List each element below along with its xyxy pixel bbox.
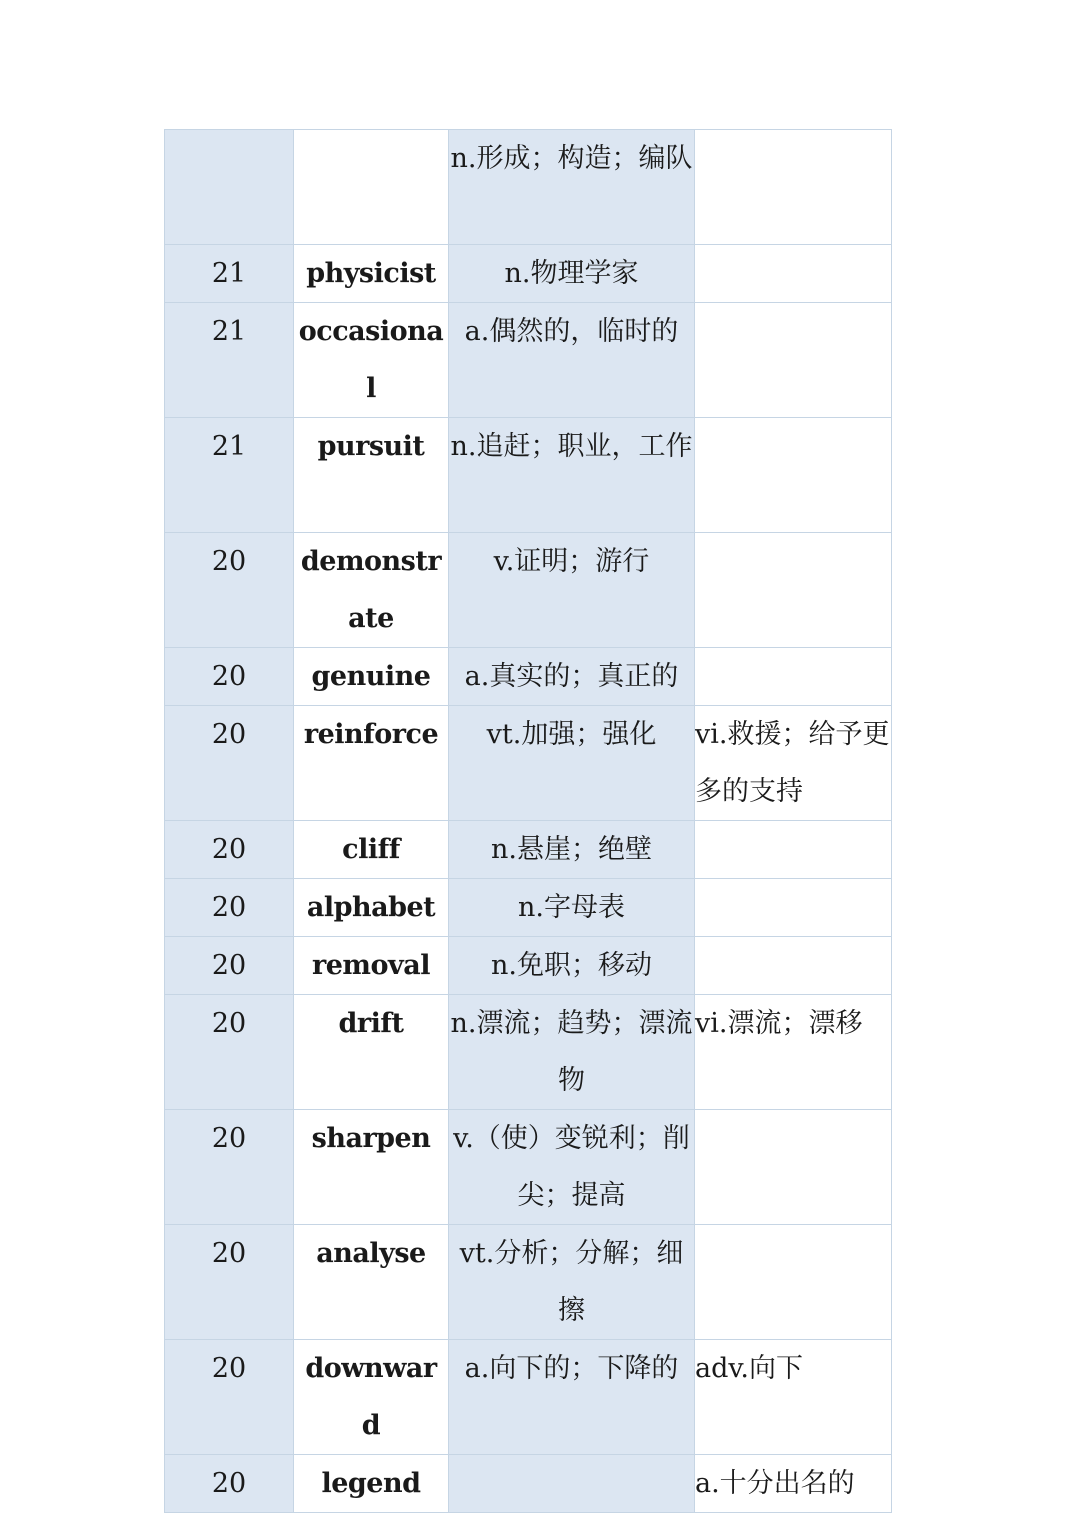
table-row: [165, 130, 892, 245]
word-cell-text: legend: [321, 1468, 421, 1499]
frequency-cell: [165, 995, 294, 1110]
word-cell-text: demonstrate: [300, 546, 442, 634]
word-cell: [294, 879, 449, 937]
extra-definition-cell: [695, 821, 892, 879]
definition-cell-text: vt.分析；分解；细擦: [459, 1238, 684, 1326]
frequency-cell-text: 20: [211, 719, 247, 750]
table-row: [165, 1225, 892, 1340]
frequency-cell: [165, 245, 294, 303]
definition-cell-text: n.追赶；职业，工作: [450, 431, 693, 462]
extra-definition-cell: [695, 245, 892, 303]
definition-cell-text: n.物理学家: [504, 258, 639, 289]
frequency-cell: [165, 937, 294, 995]
definition-cell: [449, 418, 695, 533]
definition-cell-text: n.形成；构造；编队: [450, 143, 693, 174]
vocabulary-table-body: [165, 130, 892, 1513]
word-cell-text: downward: [305, 1353, 437, 1441]
definition-cell-text: a.偶然的，临时的: [464, 316, 679, 347]
extra-definition-cell: [695, 533, 892, 648]
word-cell: [294, 418, 449, 533]
extra-definition-cell-text: vi.漂流；漂移: [695, 1008, 863, 1039]
definition-cell-text: n.悬崖；绝壁: [491, 834, 652, 865]
frequency-cell-text: 20: [211, 1353, 247, 1384]
frequency-cell-text: 20: [211, 1238, 247, 1269]
word-cell: [294, 1340, 449, 1455]
frequency-cell: [165, 1225, 294, 1340]
extra-definition-cell-text: a.十分出名的: [695, 1468, 855, 1499]
definition-cell-text: n.字母表: [518, 892, 625, 923]
definition-cell: [449, 245, 695, 303]
word-cell: [294, 1455, 449, 1513]
table-row: [165, 1340, 892, 1455]
frequency-cell: [165, 1110, 294, 1225]
word-cell-text: drift: [338, 1008, 404, 1039]
frequency-cell: [165, 533, 294, 648]
definition-cell: [449, 303, 695, 418]
table-row: [165, 879, 892, 937]
table-row: [165, 995, 892, 1110]
word-cell: [294, 1225, 449, 1340]
frequency-cell: [165, 706, 294, 821]
extra-definition-cell: [695, 418, 892, 533]
extra-definition-cell: [695, 1110, 892, 1225]
definition-cell-text: a.真实的；真正的: [464, 661, 679, 692]
definition-cell: [449, 995, 695, 1110]
extra-definition-cell: [695, 1340, 892, 1455]
table-row: [165, 533, 892, 648]
frequency-cell-text: 20: [211, 1468, 247, 1499]
definition-cell-text: n.漂流；趋势；漂流物: [450, 1008, 693, 1096]
frequency-cell: [165, 1455, 294, 1513]
definition-cell: [449, 1110, 695, 1225]
definition-cell: [449, 130, 695, 245]
frequency-cell-text: 21: [211, 258, 247, 289]
frequency-cell-text: 20: [211, 546, 247, 577]
word-cell-text: physicist: [306, 258, 436, 289]
definition-cell-text: v.证明；游行: [493, 546, 650, 577]
definition-cell-text: v.（使）变锐利；削尖；提高: [453, 1123, 690, 1211]
table-row: [165, 821, 892, 879]
word-cell: [294, 706, 449, 821]
word-cell-text: genuine: [311, 661, 431, 692]
word-cell-text: cliff: [342, 834, 400, 865]
table-row: [165, 937, 892, 995]
extra-definition-cell: [695, 879, 892, 937]
word-cell: [294, 245, 449, 303]
word-cell-text: alphabet: [306, 892, 436, 923]
table-row: [165, 706, 892, 821]
table-row: [165, 418, 892, 533]
frequency-cell: [165, 418, 294, 533]
word-cell: [294, 648, 449, 706]
frequency-cell-text: 20: [211, 892, 247, 923]
extra-definition-cell: [695, 1455, 892, 1513]
definition-cell-text: n.免职；移动: [491, 950, 652, 981]
frequency-cell: [165, 821, 294, 879]
definition-cell: [449, 937, 695, 995]
extra-definition-cell: [695, 995, 892, 1110]
table-row: [165, 303, 892, 418]
word-cell-text: pursuit: [317, 431, 425, 462]
definition-cell: [449, 879, 695, 937]
table-row: [165, 245, 892, 303]
table-row: [165, 1455, 892, 1513]
definition-cell: [449, 1455, 695, 1513]
word-cell-text: analyse: [316, 1238, 426, 1269]
frequency-cell: [165, 648, 294, 706]
frequency-cell: [165, 303, 294, 418]
definition-cell: [449, 706, 695, 821]
frequency-cell-text: 20: [211, 1123, 247, 1154]
vocabulary-table: [164, 129, 892, 1513]
word-cell: [294, 130, 449, 245]
extra-definition-cell: [695, 648, 892, 706]
extra-definition-cell: [695, 937, 892, 995]
frequency-cell: [165, 130, 294, 245]
word-cell: [294, 533, 449, 648]
frequency-cell-text: 20: [211, 661, 247, 692]
table-row: [165, 1110, 892, 1225]
frequency-cell-text: 20: [211, 950, 247, 981]
word-cell-text: reinforce: [303, 719, 439, 750]
frequency-cell-text: 20: [211, 1008, 247, 1039]
word-cell-text: removal: [312, 950, 430, 981]
extra-definition-cell-text: vi.救援；给予更多的支持: [695, 719, 890, 807]
definition-cell: [449, 648, 695, 706]
word-cell: [294, 821, 449, 879]
extra-definition-cell: [695, 1225, 892, 1340]
word-cell-text: occasional: [298, 316, 444, 404]
definition-cell: [449, 533, 695, 648]
extra-definition-cell: [695, 303, 892, 418]
frequency-cell-text: 21: [211, 431, 247, 462]
word-cell: [294, 937, 449, 995]
table-row: [165, 648, 892, 706]
definition-cell-text: a.向下的；下降的: [464, 1353, 679, 1384]
extra-definition-cell: [695, 706, 892, 821]
frequency-cell-text: 20: [211, 834, 247, 865]
definition-cell-text: vt.加强；强化: [486, 719, 657, 750]
word-cell: [294, 1110, 449, 1225]
definition-cell: [449, 821, 695, 879]
frequency-cell: [165, 879, 294, 937]
word-cell: [294, 995, 449, 1110]
extra-definition-cell-text: adv.向下: [695, 1353, 804, 1384]
definition-cell: [449, 1225, 695, 1340]
word-cell: [294, 303, 449, 418]
frequency-cell-text: 21: [211, 316, 247, 347]
extra-definition-cell: [695, 130, 892, 245]
definition-cell: [449, 1340, 695, 1455]
word-cell-text: sharpen: [311, 1123, 431, 1154]
frequency-cell: [165, 1340, 294, 1455]
